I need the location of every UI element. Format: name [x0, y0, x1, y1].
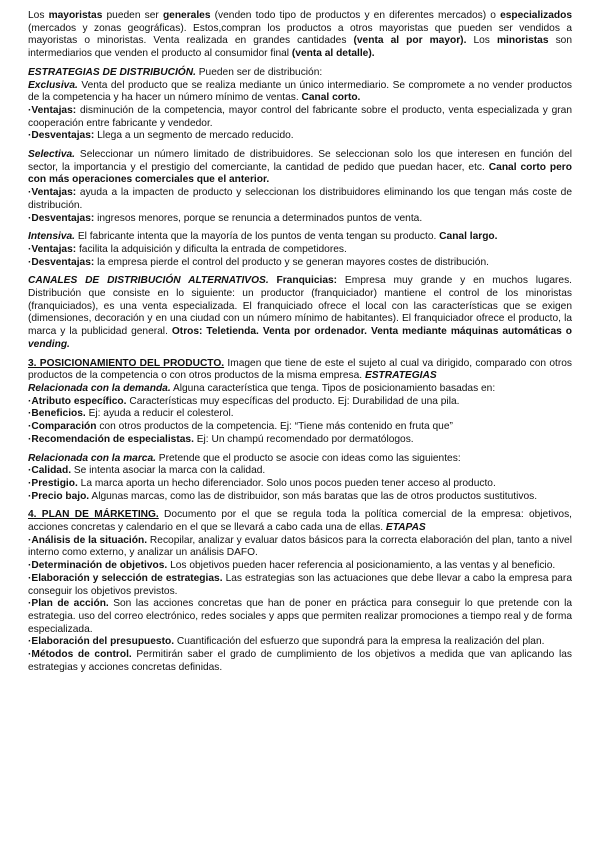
item-text: Recopilar, analizar y evaluar datos básicos para la correcta elaboración del plan, tanto a nivel interno como externo, y analizar un análisis DAFO. — [28, 534, 572, 559]
franquicias-label: Franquicias: — [268, 275, 338, 287]
section-title: 3. POSICIONAMIENTO DEL PRODUCTO. — [28, 357, 225, 369]
item-label: ·Prestigio. — [28, 477, 78, 489]
item-text: Características muy específicas del producto. Ej: Durabilidad de una pila. — [126, 395, 460, 407]
section-canales — [28, 275, 572, 351]
list-item — [28, 560, 572, 573]
text: (venden todo tipo de productos y en diferentes mercados) o — [210, 10, 501, 21]
text: Llega a un segmento de mercado reducido. — [94, 130, 294, 142]
text: Empresa muy grande y en muchos lugares. Distribución que consiste en lo siguiente: un productor (franquiciador) mantiene el control de los minoristas (franquiciados), es una venta especializada. El franquiciado ofrece el local con las características que se exigen (dimensiones, decoración y en una ciudad con un número mínimo de habitantes). El franquiciador ofrece el producto, la marca y la publicidad general. — [28, 275, 573, 338]
desventajas-label: ·Desventajas: — [28, 212, 95, 224]
text: Pueden ser de distribución: — [195, 66, 323, 78]
item-text: Las estrategias son las actuaciones que debe llevar a cabo la empresa para conseguir los objetivos previstos. — [28, 572, 572, 597]
selectiva-desventajas — [28, 213, 572, 226]
section-title: ESTRATEGIAS DE DISTRIBUCIÓN. — [28, 66, 196, 78]
term-mayoristas: mayoristas — [48, 10, 103, 21]
item-label: ·Análisis de la situación. — [28, 534, 148, 546]
text: Los — [466, 35, 497, 47]
list-item — [28, 491, 572, 504]
item-text: Son las acciones concretas que han de poner en práctica para conseguir lo que pretende con la estrategia. uso del correo electrónico, redes sociales y apps que permiten realizar promociones a tiempo real y de forma especializada. — [28, 598, 573, 635]
list-item — [28, 636, 572, 649]
document-page — [28, 10, 572, 680]
term-selectiva: Selectiva. — [28, 149, 76, 161]
text: Pretende que el producto se asocie con ideas como las siguientes: — [155, 452, 461, 464]
text: ingresos menores, porque se renuncia a determinados puntos de venta. — [94, 212, 423, 224]
item-label: ·Precio bajo. — [28, 490, 90, 502]
intensiva-paragraph — [28, 231, 572, 244]
section-marca — [28, 453, 572, 504]
demanda-intro — [28, 383, 572, 396]
item-label: ·Elaboración y selección de estrategias. — [28, 572, 223, 584]
list-item — [28, 396, 572, 409]
item-label: ·Elaboración del presupuesto. — [28, 636, 175, 648]
item-text: La marca aporta un hecho diferenciador. Solo unos pocos pueden tener acceso al producto. — [77, 477, 496, 489]
text: Los — [28, 10, 49, 21]
text: Alguna característica que tenga. Tipos de posicionamiento basadas en: — [170, 382, 496, 394]
list-item — [28, 434, 572, 447]
term-exclusiva: Exclusiva. — [28, 79, 78, 91]
ventajas-label: ·Ventajas: — [28, 104, 77, 116]
section-title: CANALES DE DISTRIBUCIÓN ALTERNATIVOS. — [28, 275, 269, 287]
term-intensiva: Intensiva. — [28, 231, 75, 243]
otros-label: Otros: Teletienda. Venta por ordenador. Venta mediante máquinas automáticas o — [171, 326, 572, 338]
ventajas-label: ·Ventajas: — [28, 243, 77, 255]
etapas-label: ETAPAS — [385, 522, 426, 534]
item-label: ·Calidad. — [28, 465, 72, 477]
intensiva-ventajas — [28, 244, 572, 257]
text: la empresa pierde el control del producto y se generan mayores costes de distribución. — [94, 256, 489, 268]
exclusiva-desventajas — [28, 130, 572, 143]
item-label: ·Atributo específico. — [28, 395, 127, 407]
list-item — [28, 598, 572, 636]
term-marca: Relacionada con la marca. — [28, 452, 156, 464]
marca-intro — [28, 453, 572, 466]
term-venta-detalle: (venta al detalle). — [291, 48, 375, 60]
term-venta-mayor: (venta al por mayor). — [353, 35, 467, 47]
item-label: ·Determinación de objetivos. — [28, 560, 168, 572]
list-item — [28, 649, 572, 674]
text: pueden ser — [102, 10, 163, 21]
plan-heading — [28, 509, 572, 534]
section-intensiva — [28, 231, 572, 269]
list-item — [28, 573, 572, 598]
text: El fabricante intenta que la mayoría de los puntos de venta tengan su producto. — [75, 231, 440, 243]
intensiva-desventajas — [28, 257, 572, 270]
vending-term: vending. — [28, 338, 70, 350]
ventajas-label: ·Ventajas: — [28, 187, 77, 199]
text: son intermediarios que venden el producto al consumidor final — [28, 35, 572, 60]
text: Imagen que tiene de este el sujeto al cual va dirigido, comparado con otros productos de la competencia o con otros productos de la misma empresa. — [28, 357, 572, 382]
exclusiva-ventajas — [28, 105, 572, 130]
item-text: Cuantificación del esfuerzo que supondrá para la empresa la realización del plan. — [174, 636, 545, 648]
item-label: ·Beneficios. — [28, 408, 86, 420]
canal-label: Canal corto pero con más operaciones comerciales que el anterior. — [28, 161, 572, 186]
item-label: ·Métodos de control. — [28, 649, 132, 661]
term-minoristas: minoristas — [496, 35, 549, 47]
item-text: Ej: Un champú recomendado por dermatólogos. — [193, 433, 414, 445]
item-text: Se intenta asociar la marca con la calidad. — [71, 465, 266, 477]
item-text: Los objetivos pueden hacer referencia al posicionamiento, a las ventas y al beneficio. — [167, 560, 556, 572]
item-label: ·Comparación — [28, 421, 97, 433]
section-title: 4. PLAN DE MÁRKETING. — [28, 509, 159, 521]
item-text: Ej: ayuda a reducir el colesterol. — [85, 408, 234, 420]
list-item — [28, 421, 572, 434]
intro-paragraph — [28, 10, 572, 61]
item-label: ·Plan de acción. — [28, 598, 109, 610]
section-estrategias-exclusiva — [28, 67, 572, 143]
exclusiva-paragraph — [28, 80, 572, 105]
text: Documento por el que se regula toda la política comercial de la empresa: objetivos, acciones concretas y calendario en el que se llevará a cabo cada una de ellas. — [28, 509, 573, 534]
item-label: ·Recomendación de especialistas. — [28, 433, 194, 445]
term-especializados: especializados — [500, 10, 572, 21]
estrategias-label: ESTRATEGIAS — [364, 370, 437, 382]
canal-label: Canal corto. — [301, 92, 361, 104]
item-text: Permitirán saber el grado de cumplimiento de los objetivos a medida que van aplicando las estrategias y acciones concretas definidas. — [28, 649, 572, 673]
list-item — [28, 535, 572, 560]
section-plan — [28, 509, 572, 674]
desventajas-label: ·Desventajas: — [28, 256, 95, 268]
section-selectiva — [28, 149, 572, 225]
item-text: con otros productos de la competencia. Ej: “Tiene más contenido en fruta que” — [96, 421, 453, 433]
posicionamiento-heading — [28, 358, 572, 383]
text: (mercados y zonas geográficas). Estos,compran los productos a otros mayoristas que pueden ser vendidos a mayoristas o minoristas. Venta realizada en grandes cantidades — [28, 22, 572, 47]
list-item — [28, 465, 572, 478]
desventajas-label: ·Desventajas: — [28, 130, 95, 142]
term-demanda: Relacionada con la demanda. — [28, 382, 171, 394]
selectiva-ventajas — [28, 187, 572, 212]
text: disminución de la competencia, mayor control del fabricante sobre el producto, venta especializada y gran cooperación entre fabricante y vendedor. — [28, 104, 572, 129]
list-item — [28, 478, 572, 491]
canal-label: Canal largo. — [439, 231, 498, 243]
text: Venta del producto que se realiza mediante un único intermediario. Se compromete a no vender productos de la competencia y ha hacer un número mínimo de ventas. — [28, 79, 572, 104]
text: Seleccionar un número limitado de distribuidores. Se seleccionan solo los que interesen en función del sector, la importancia y el prestigio del comerciante, la cantidad de pedido que puedan hacer, etc. — [28, 149, 572, 173]
estrategias-heading — [28, 67, 572, 80]
list-item — [28, 408, 572, 421]
text: facilita la adquisición y dificulta la entrada de competidores. — [76, 243, 347, 255]
item-text: Algunas marcas, como las de distribuidor, son más baratas que las de otros productos sustitutivos. — [89, 490, 538, 502]
term-generales: generales — [162, 10, 211, 21]
section-posicionamiento — [28, 358, 572, 447]
selectiva-paragraph — [28, 149, 572, 187]
text: ayuda a la impacten de producto y seleccionan los distribuidores eliminando los que tengan más coste de distribución. — [28, 187, 572, 211]
